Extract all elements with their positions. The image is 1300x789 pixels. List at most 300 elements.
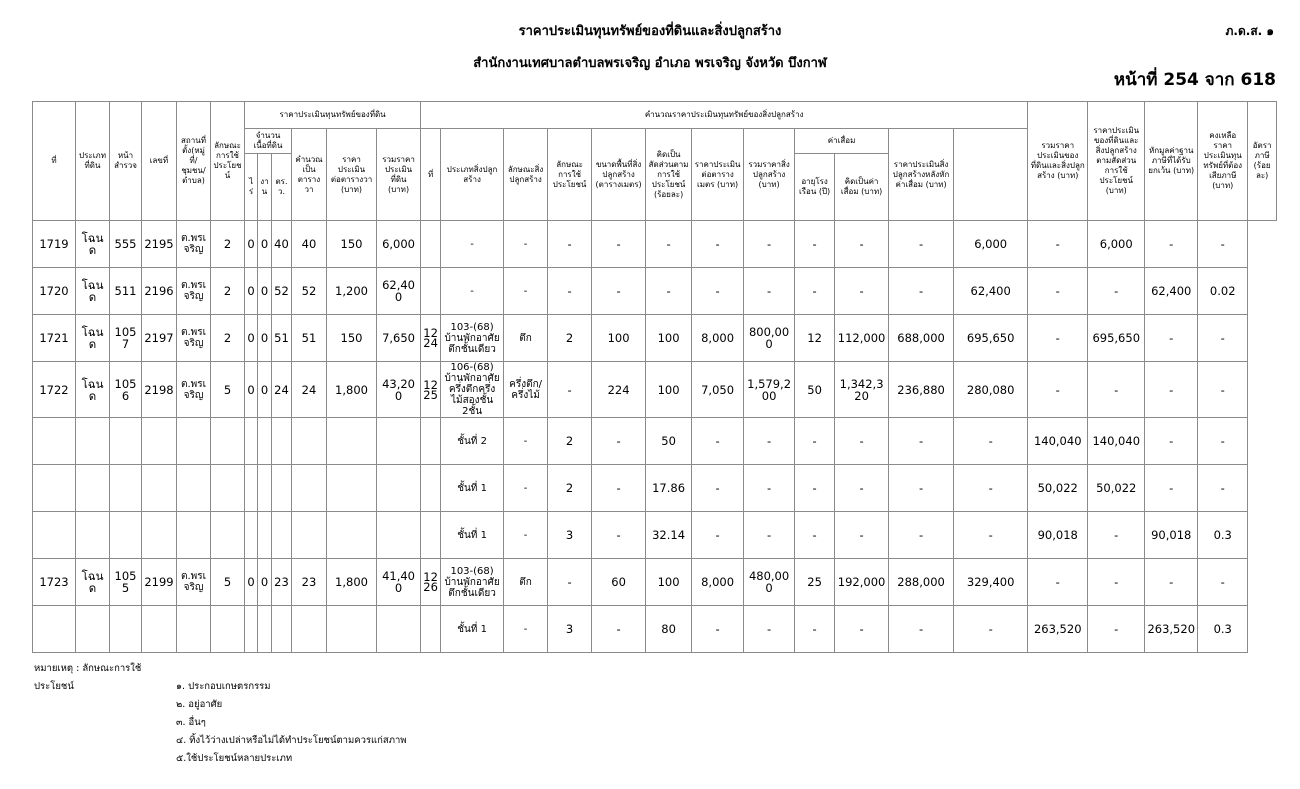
header-rai: ไร่: [245, 154, 258, 221]
cell-no: 1723: [33, 559, 76, 606]
header-doc-no: เลขที่: [142, 102, 177, 221]
document-subtitle: สำนักงานเทศบาลตำบลพรเจริญ อำเภอ พรเจริญ จังหวัด บึงกาฬ: [473, 56, 827, 71]
cell-b-no: 1225: [421, 362, 441, 418]
cell-deduction: -: [1088, 606, 1145, 653]
cell-grand-total: 280,080: [954, 362, 1028, 418]
cell-taxable: -: [1145, 559, 1198, 606]
header-dep-group: ค่าเสื่อม: [795, 129, 889, 154]
header-calc-sqwa: คำนวณเป็นตารางวา: [292, 129, 327, 221]
cell-ngan: 0: [258, 268, 272, 315]
header-no: ที่: [33, 102, 76, 221]
cell-b-after-dep: -: [889, 465, 954, 512]
cell-rai: [245, 512, 258, 559]
cell-calc-sqwa: [292, 512, 327, 559]
cell-dep-amount: -: [835, 418, 889, 465]
cell-b-usage: -: [548, 559, 592, 606]
cell-b-total: -: [744, 465, 795, 512]
cell-price-per-sqwa: [327, 418, 377, 465]
cell-location: ต.พรเจริญ: [177, 559, 211, 606]
cell-b-pct: -: [646, 268, 692, 315]
cell-doc-no: 2197: [142, 315, 177, 362]
cell-b-pct: 100: [646, 315, 692, 362]
cell-b-area: 100: [592, 315, 646, 362]
notes: [34, 660, 407, 768]
cell-dep-amount: -: [835, 512, 889, 559]
cell-tax-rate: -: [1198, 559, 1248, 606]
cell-b-price-sqm: -: [692, 268, 744, 315]
cell-location: ต.พรเจริญ: [177, 221, 211, 268]
cell-b-type: -: [441, 268, 504, 315]
cell-calc-sqwa: 40: [292, 221, 327, 268]
cell-taxable: 62,400: [1145, 268, 1198, 315]
cell-rai: [245, 606, 258, 653]
cell-dep-age: -: [795, 268, 835, 315]
table-row: [33, 606, 1277, 653]
cell-land-type: โฉนด: [76, 315, 110, 362]
table-row: [33, 362, 1277, 418]
cell-b-no: [421, 221, 441, 268]
header-dep-age: อายุโรงเรือน (ปี): [795, 154, 835, 221]
cell-location: [177, 465, 211, 512]
cell-price-per-sqwa: 150: [327, 221, 377, 268]
cell-land-usage: 5: [211, 559, 245, 606]
header-b-price-sqm: ราคาประเมินต่อตารางเมตร (บาท): [692, 129, 744, 221]
cell-land-usage: 5: [211, 362, 245, 418]
header-deduction: หักมูลค่าฐานภาษีที่ได้รับยกเว้น (บาท): [1145, 102, 1198, 221]
cell-land-usage: 2: [211, 221, 245, 268]
cell-b-price-sqm: 8,000: [692, 559, 744, 606]
cell-tax-rate: -: [1198, 315, 1248, 362]
cell-grand-total: -: [954, 465, 1028, 512]
cell-b-pct: 100: [646, 362, 692, 418]
cell-taxable: -: [1145, 221, 1198, 268]
cell-tax-rate: 0.3: [1198, 512, 1248, 559]
cell-grand-total: 329,400: [954, 559, 1028, 606]
cell-price-per-sqwa: [327, 512, 377, 559]
header-b-type: ประเภทสิ่งปลูกสร้าง: [441, 129, 504, 221]
cell-b-usage: -: [548, 268, 592, 315]
cell-b-usage: 2: [548, 465, 592, 512]
cell-prop-value: 50,022: [1028, 465, 1088, 512]
cell-location: ต.พรเจริญ: [177, 315, 211, 362]
cell-b-no: [421, 606, 441, 653]
cell-b-price-sqm: -: [692, 418, 744, 465]
cell-b-no: [421, 268, 441, 315]
cell-taxable: -: [1145, 362, 1198, 418]
header-area-group: จำนวนเนื้อที่ดิน: [245, 129, 292, 154]
cell-land-type: โฉนด: [76, 268, 110, 315]
cell-b-after-dep: 288,000: [889, 559, 954, 606]
cell-b-kind: ตึก: [504, 315, 548, 362]
cell-no: [33, 465, 76, 512]
cell-land-total: 43,200: [377, 362, 421, 418]
cell-dep-age: -: [795, 418, 835, 465]
cell-doc-no: [142, 418, 177, 465]
cell-b-usage: 2: [548, 315, 592, 362]
cell-tax-rate: 0.02: [1198, 268, 1248, 315]
header-b-no: ที่: [421, 129, 441, 221]
header-taxable: คงเหลือราคาประเมินทุนทรัพย์ที่ต้องเสียภาษี (บาท): [1198, 102, 1248, 221]
cell-deduction: -: [1088, 268, 1145, 315]
header-location: สถานที่ตั้ง(หมู่ที่/ชุมชน/ตำบล): [177, 102, 211, 221]
header-dep-amount: คิดเป็นค่าเสื่อม (บาท): [835, 154, 889, 221]
cell-b-after-dep: -: [889, 418, 954, 465]
cell-b-pct: 80: [646, 606, 692, 653]
cell-dep-age: 12: [795, 315, 835, 362]
cell-taxable: -: [1145, 465, 1198, 512]
cell-b-no: 1224: [421, 315, 441, 362]
cell-b-price-sqm: 7,050: [692, 362, 744, 418]
cell-prop-value: -: [1028, 362, 1088, 418]
cell-land-type: โฉนด: [76, 221, 110, 268]
cell-land-type: [76, 512, 110, 559]
cell-price-per-sqwa: 1,800: [327, 559, 377, 606]
cell-dep-amount: 192,000: [835, 559, 889, 606]
cell-grand-total: -: [954, 512, 1028, 559]
table-body: [33, 221, 1277, 653]
cell-rai: 0: [245, 362, 258, 418]
cell-sqwa: [272, 606, 292, 653]
cell-b-kind: -: [504, 221, 548, 268]
header-price-per-sqwa: ราคาประเมินต่อตารางวา (บาท): [327, 129, 377, 221]
cell-taxable: 263,520: [1145, 606, 1198, 653]
table-row: [33, 315, 1277, 362]
cell-b-type: 103-(68) บ้านพักอาศัยตึกชั้นเดียว: [441, 315, 504, 362]
cell-calc-sqwa: 24: [292, 362, 327, 418]
table-row: [33, 559, 1277, 606]
cell-land-total: 62,400: [377, 268, 421, 315]
header-sqwa: ตร.ว.: [272, 154, 292, 221]
cell-land-total: 7,650: [377, 315, 421, 362]
cell-survey-page: [110, 418, 142, 465]
cell-b-total: -: [744, 221, 795, 268]
cell-survey-page: 1057: [110, 315, 142, 362]
cell-ngan: 0: [258, 221, 272, 268]
header-b-usage: ลักษณะการใช้ประโยชน์: [548, 129, 592, 221]
cell-grand-total: -: [954, 606, 1028, 653]
cell-land-usage: 2: [211, 315, 245, 362]
cell-doc-no: 2195: [142, 221, 177, 268]
cell-b-type: ชั้นที่ 1: [441, 512, 504, 559]
cell-survey-page: 511: [110, 268, 142, 315]
cell-b-total: 1,579,200: [744, 362, 795, 418]
cell-dep-amount: -: [835, 268, 889, 315]
cell-rai: [245, 465, 258, 512]
cell-b-after-dep: -: [889, 268, 954, 315]
table-row: [33, 465, 1277, 512]
header-ngan: งาน: [258, 154, 272, 221]
cell-deduction: -: [1088, 512, 1145, 559]
cell-taxable: -: [1145, 418, 1198, 465]
table-row: [33, 268, 1277, 315]
cell-b-area: 224: [592, 362, 646, 418]
cell-tax-rate: -: [1198, 362, 1248, 418]
cell-no: 1719: [33, 221, 76, 268]
cell-deduction: 140,040: [1088, 418, 1145, 465]
cell-grand-total: 62,400: [954, 268, 1028, 315]
cell-tax-rate: 0.3: [1198, 606, 1248, 653]
cell-dep-age: 25: [795, 559, 835, 606]
document-title: ราคาประเมินทุนทรัพย์ของที่ดินและสิ่งปลูกสร้าง: [518, 24, 782, 39]
note-item: ๕.ใช้ประโยชน์หลายประเภท: [176, 753, 293, 764]
cell-grand-total: 695,650: [954, 315, 1028, 362]
cell-sqwa: 51: [272, 315, 292, 362]
cell-land-total: [377, 465, 421, 512]
cell-b-total: -: [744, 268, 795, 315]
cell-grand-total: 6,000: [954, 221, 1028, 268]
cell-rai: 0: [245, 268, 258, 315]
cell-b-type: 106-(68) บ้านพักอาศัยครึ่งตึกครึ่งไม้สองชั้น 2ชั้น: [441, 362, 504, 418]
cell-b-area: -: [592, 512, 646, 559]
cell-price-per-sqwa: 150: [327, 315, 377, 362]
cell-rai: 0: [245, 315, 258, 362]
cell-doc-no: [142, 606, 177, 653]
cell-rai: [245, 418, 258, 465]
cell-calc-sqwa: [292, 418, 327, 465]
cell-no: 1720: [33, 268, 76, 315]
cell-b-after-dep: 236,880: [889, 362, 954, 418]
cell-b-kind: ตึก: [504, 559, 548, 606]
cell-taxable: 90,018: [1145, 512, 1198, 559]
table-row: [33, 221, 1277, 268]
cell-doc-no: 2199: [142, 559, 177, 606]
cell-sqwa: 52: [272, 268, 292, 315]
cell-land-usage: [211, 606, 245, 653]
cell-deduction: 695,650: [1088, 315, 1145, 362]
cell-b-no: [421, 465, 441, 512]
cell-doc-no: 2196: [142, 268, 177, 315]
cell-deduction: -: [1088, 362, 1145, 418]
cell-deduction: 50,022: [1088, 465, 1145, 512]
cell-b-total: 480,000: [744, 559, 795, 606]
cell-prop-value: -: [1028, 315, 1088, 362]
cell-calc-sqwa: [292, 465, 327, 512]
header-land-group: ราคาประเมินทุนทรัพย์ของที่ดิน: [245, 102, 421, 129]
cell-dep-amount: -: [835, 221, 889, 268]
cell-calc-sqwa: [292, 606, 327, 653]
cell-b-type: ชั้นที่ 2: [441, 418, 504, 465]
cell-b-pct: 100: [646, 559, 692, 606]
cell-calc-sqwa: 51: [292, 315, 327, 362]
header-survey-page: หน้าสำรวจ: [110, 102, 142, 221]
cell-land-usage: [211, 465, 245, 512]
note-item: ๒. อยู่อาศัย: [176, 699, 223, 710]
cell-b-type: -: [441, 221, 504, 268]
cell-doc-no: 2198: [142, 362, 177, 418]
cell-prop-value: 263,520: [1028, 606, 1088, 653]
cell-survey-page: [110, 606, 142, 653]
cell-dep-amount: 1,342,320: [835, 362, 889, 418]
cell-sqwa: [272, 465, 292, 512]
cell-b-usage: 3: [548, 512, 592, 559]
cell-tax-rate: -: [1198, 418, 1248, 465]
cell-ngan: 0: [258, 559, 272, 606]
cell-dep-age: -: [795, 512, 835, 559]
table-row: [33, 418, 1277, 465]
cell-location: ต.พรเจริญ: [177, 362, 211, 418]
cell-survey-page: 555: [110, 221, 142, 268]
cell-sqwa: [272, 512, 292, 559]
cell-deduction: 6,000: [1088, 221, 1145, 268]
cell-location: ต.พรเจริญ: [177, 268, 211, 315]
cell-b-total: -: [744, 606, 795, 653]
cell-land-total: [377, 606, 421, 653]
cell-b-area: -: [592, 465, 646, 512]
header-building-group: คำนวณราคาประเมินทุนทรัพย์ของสิ่งปลูกสร้าง: [421, 102, 1028, 129]
cell-sqwa: 24: [272, 362, 292, 418]
cell-b-pct: 50: [646, 418, 692, 465]
cell-ngan: [258, 418, 272, 465]
cell-location: [177, 606, 211, 653]
cell-b-total: -: [744, 418, 795, 465]
cell-price-per-sqwa: 1,200: [327, 268, 377, 315]
header-b-pct: คิดเป็นสัดส่วนตามการใช้ประโยชน์ (ร้อยละ): [646, 129, 692, 221]
table-row: [33, 512, 1277, 559]
cell-prop-value: 140,040: [1028, 418, 1088, 465]
cell-land-type: [76, 606, 110, 653]
cell-tax-rate: -: [1198, 465, 1248, 512]
cell-deduction: -: [1088, 559, 1145, 606]
cell-b-usage: -: [548, 362, 592, 418]
cell-b-total: 800,000: [744, 315, 795, 362]
header-land-type: ประเภทที่ดิน: [76, 102, 110, 221]
cell-dep-age: -: [795, 221, 835, 268]
cell-b-pct: 17.86: [646, 465, 692, 512]
cell-b-no: [421, 418, 441, 465]
cell-b-total: -: [744, 512, 795, 559]
cell-b-kind: -: [504, 268, 548, 315]
assessment-table: [32, 101, 1277, 653]
cell-prop-value: 90,018: [1028, 512, 1088, 559]
cell-survey-page: 1055: [110, 559, 142, 606]
cell-location: [177, 418, 211, 465]
cell-ngan: [258, 512, 272, 559]
header-land-usage: ลักษณะการใช้ประโยชน์: [211, 102, 245, 221]
cell-ngan: [258, 606, 272, 653]
cell-location: [177, 512, 211, 559]
cell-b-after-dep: -: [889, 606, 954, 653]
cell-dep-age: -: [795, 465, 835, 512]
cell-dep-amount: 112,000: [835, 315, 889, 362]
cell-ngan: 0: [258, 315, 272, 362]
cell-dep-amount: -: [835, 465, 889, 512]
cell-no: [33, 512, 76, 559]
cell-b-area: -: [592, 268, 646, 315]
cell-land-type: โฉนด: [76, 362, 110, 418]
cell-b-kind: -: [504, 465, 548, 512]
cell-rai: 0: [245, 559, 258, 606]
cell-price-per-sqwa: [327, 465, 377, 512]
cell-b-usage: 2: [548, 418, 592, 465]
cell-land-type: [76, 418, 110, 465]
cell-no: 1721: [33, 315, 76, 362]
header-prop-value: ราคาประเมินของที่ดินและสิ่งปลูกสร้างตามสัดส่วนการใช้ประโยชน์ (บาท): [1088, 102, 1145, 221]
cell-land-type: โฉนด: [76, 559, 110, 606]
cell-b-area: 60: [592, 559, 646, 606]
page-number: หน้าที่ 254 จาก 618: [1113, 70, 1276, 90]
cell-no: 1722: [33, 362, 76, 418]
cell-survey-page: [110, 465, 142, 512]
cell-b-usage: 3: [548, 606, 592, 653]
cell-survey-page: [110, 512, 142, 559]
cell-calc-sqwa: 52: [292, 268, 327, 315]
cell-b-area: -: [592, 418, 646, 465]
cell-price-per-sqwa: 1,800: [327, 362, 377, 418]
cell-b-type: ชั้นที่ 1: [441, 465, 504, 512]
cell-b-no: 1226: [421, 559, 441, 606]
cell-b-price-sqm: -: [692, 221, 744, 268]
cell-land-usage: [211, 512, 245, 559]
cell-land-total: [377, 418, 421, 465]
cell-doc-no: [142, 465, 177, 512]
cell-b-pct: 32.14: [646, 512, 692, 559]
note-item: ๑. ประกอบเกษตรกรรม: [176, 681, 271, 692]
cell-doc-no: [142, 512, 177, 559]
cell-land-usage: 2: [211, 268, 245, 315]
cell-sqwa: 23: [272, 559, 292, 606]
header-grand-total: รวมราคาประเมินของที่ดินและสิ่งปลูกสร้าง (บาท): [1028, 102, 1088, 221]
cell-no: [33, 606, 76, 653]
notes-lead: หมายเหตุ : ลักษณะการใช้ประโยชน์: [34, 663, 142, 692]
cell-b-kind: ครึ่งตึก/ครึ่งไม้: [504, 362, 548, 418]
cell-sqwa: 40: [272, 221, 292, 268]
note-item: ๓. อื่นๆ: [176, 717, 206, 728]
cell-land-total: 41,400: [377, 559, 421, 606]
cell-calc-sqwa: 23: [292, 559, 327, 606]
header-b-kind: ลักษณะสิ่งปลูกสร้าง: [504, 129, 548, 221]
cell-no: [33, 418, 76, 465]
cell-b-usage: -: [548, 221, 592, 268]
cell-dep-age: -: [795, 606, 835, 653]
header-b-after-dep: ราคาประเมินสิ่งปลูกสร้างหลังหักค่าเสื่อม (บาท): [889, 129, 954, 221]
header-b-area: ขนาดพื้นที่สิ่งปลูกสร้าง (ตารางเมตร): [592, 129, 646, 221]
cell-b-pct: -: [646, 221, 692, 268]
header-land-total: รวมราคาประเมินที่ดิน (บาท): [377, 129, 421, 221]
form-code: ภ.ด.ส. ๑: [1225, 24, 1274, 38]
header-b-total: รวมราคาสิ่งปลูกสร้าง (บาท): [744, 129, 795, 221]
cell-tax-rate: -: [1198, 221, 1248, 268]
cell-land-total: [377, 512, 421, 559]
cell-ngan: 0: [258, 362, 272, 418]
note-item: ๔. ทิ้งไว้ว่างเปล่าหรือไม่ได้ทำประโยชน์ตามควรแก่สภาพ: [176, 735, 407, 746]
cell-land-total: 6,000: [377, 221, 421, 268]
cell-dep-age: 50: [795, 362, 835, 418]
cell-b-type: ชั้นที่ 1: [441, 606, 504, 653]
cell-b-after-dep: 688,000: [889, 315, 954, 362]
cell-b-after-dep: -: [889, 221, 954, 268]
cell-grand-total: -: [954, 418, 1028, 465]
cell-b-kind: -: [504, 512, 548, 559]
cell-b-price-sqm: -: [692, 465, 744, 512]
cell-sqwa: [272, 418, 292, 465]
cell-b-price-sqm: -: [692, 606, 744, 653]
cell-prop-value: -: [1028, 268, 1088, 315]
cell-b-area: -: [592, 606, 646, 653]
cell-b-price-sqm: -: [692, 512, 744, 559]
cell-b-no: [421, 512, 441, 559]
cell-b-kind: -: [504, 418, 548, 465]
cell-dep-amount: -: [835, 606, 889, 653]
cell-ngan: [258, 465, 272, 512]
cell-price-per-sqwa: [327, 606, 377, 653]
cell-prop-value: -: [1028, 559, 1088, 606]
cell-b-kind: -: [504, 606, 548, 653]
cell-taxable: -: [1145, 315, 1198, 362]
cell-land-usage: [211, 418, 245, 465]
cell-rai: 0: [245, 221, 258, 268]
cell-b-price-sqm: 8,000: [692, 315, 744, 362]
cell-b-type: 103-(68) บ้านพักอาศัยตึกชั้นเดียว: [441, 559, 504, 606]
